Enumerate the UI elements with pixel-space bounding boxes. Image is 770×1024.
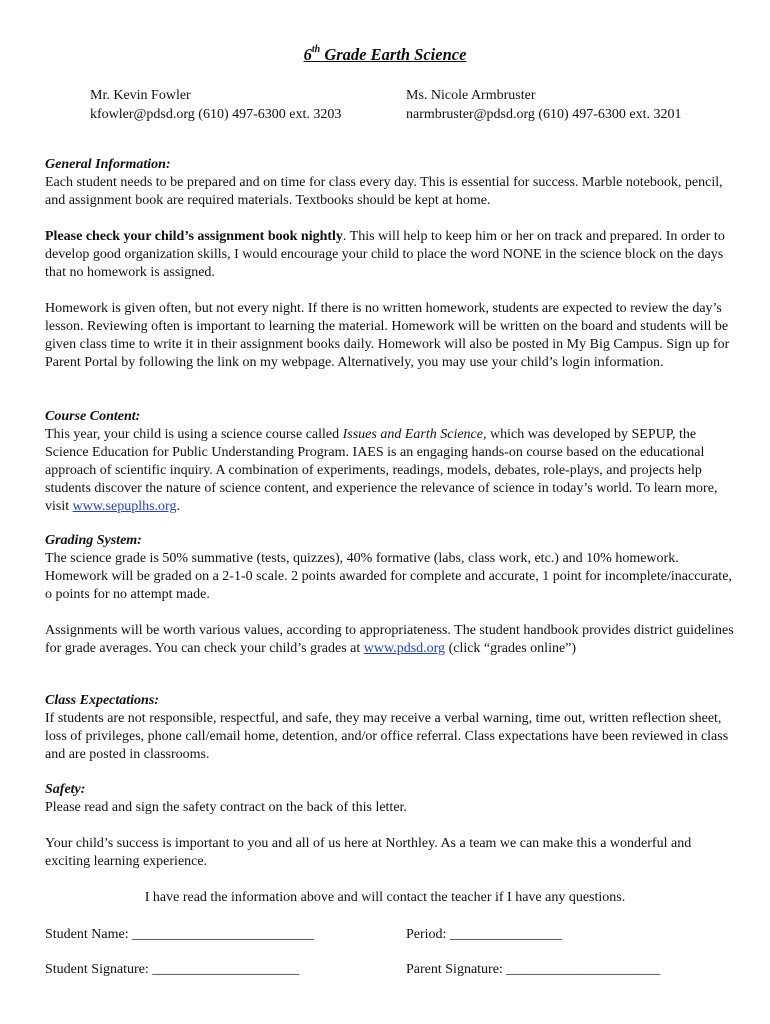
paragraph-text: . This will help to keep him or her on track and prepared. In order to develop good organization skills, I would encourage your child to place the word NONE in the science block on the days that no homework is assigned. [45,229,725,280]
page-title [0,45,770,65]
teacher-contact-1 [90,86,341,124]
title-grade: 6 [303,45,312,64]
teacher-name: Mr. Kevin Fowler [90,88,191,103]
section-heading: Class Expectations: [45,693,159,708]
teacher-contact-2 [406,86,681,124]
grades-paragraph [45,622,735,658]
assignment-book-paragraph [45,228,735,282]
general-information-section [45,156,735,210]
paragraph-text: (click “grades online”) [445,641,577,656]
paragraph: If students are not responsible, respectful, and safe, they may receive a verbal warning, time out, written reflection sheet, loss of privileges, phone call/email home, detention, and/or office referral. Class expectations have been reviewed in class and are posted in classrooms. [45,711,729,762]
paragraph: Please read and sign the safety contract on the back of this letter. [45,800,407,815]
course-content-section [45,408,735,516]
paragraph-text: Assignments will be worth various values, according to appropriateness. The student handbook provides district guidelines for grade averages. You can check your child’s grades at [45,623,734,656]
section-heading: Grading System: [45,533,142,548]
title-rest: Grade Earth Science [320,45,467,64]
paragraph-emphasis: Please check your child’s assignment book nightly [45,229,343,244]
paragraph: Each student needs to be prepared and on time for class every day. This is essential for success. Marble notebook, pencil, and assignment book are required materials. Textbooks should be kept at home. [45,175,723,208]
student-signature-field: Student Signature: _____________________ [45,962,300,977]
acknowledgement-statement: I have read the information above and will contact the teacher if I have any questions. [144,890,626,905]
safety-section [45,781,735,817]
paragraph: The science grade is 50% summative (tests, quizzes), 40% formative (labs, class work, etc.) and 10% homework. Homework will be graded on a 2-1-0 scale. 2 points awarded for complete and accurate, 1 point for incomplete/inaccurate, o points for no attempt made. [45,551,732,602]
course-title: Issues and Earth Science, [342,427,487,442]
class-expectations-section [45,692,735,764]
parent-signature-field: Parent Signature: ______________________ [406,962,661,977]
section-heading: General Information: [45,157,171,172]
section-heading: Safety: [45,782,86,797]
paragraph: Homework is given often, but not every night. If there is no written homework, students are expected to review the day’s lesson. Reviewing often is important to learning the material. Homework will be written on the board and students will be given class time to write it in their assignment books daily. Homework will also be posted in My Big Campus. Sign up for Parent Portal by following the link on my webpage. Alternatively, you may use your child’s login information. [45,301,730,370]
section-heading: Course Content: [45,409,141,424]
closing-paragraph [45,835,735,871]
teacher-contact: kfowler@pdsd.org (610) 497-6300 ext. 3203 [90,107,342,122]
title-ordinal: th [311,43,321,55]
paragraph-text: This year, your child is using a science course called [45,427,343,442]
paragraph: Your child’s success is important to you and all of us here at Northley. As a team we can make this a wonderful and exciting learning experience. [45,836,692,869]
teacher-contact: narmbruster@pdsd.org (610) 497-6300 ext. 3201 [406,107,682,122]
paragraph-end: . [176,499,180,514]
student-name-field: Student Name: __________________________ [45,927,315,942]
paragraph-text: which was developed by SEPUP, the Science Education for Public Understanding Program. IAES is an engaging hands-on course based on the educational approach of scientific inquiry. A combination of experiments, readings, models, debates, role-plays, and projects help students discover the nature of science content, and experience the relevance of science in today’s world. To learn more, visit [45,427,718,514]
pdsd-link[interactable]: www.pdsd.org [363,641,446,656]
grading-system-section [45,532,735,604]
period-field: Period: ________________ [406,927,562,942]
teacher-name: Ms. Nicole Armbruster [406,88,536,103]
sepup-link[interactable]: www.sepuplhs.org [72,499,177,514]
homework-paragraph [45,300,735,372]
